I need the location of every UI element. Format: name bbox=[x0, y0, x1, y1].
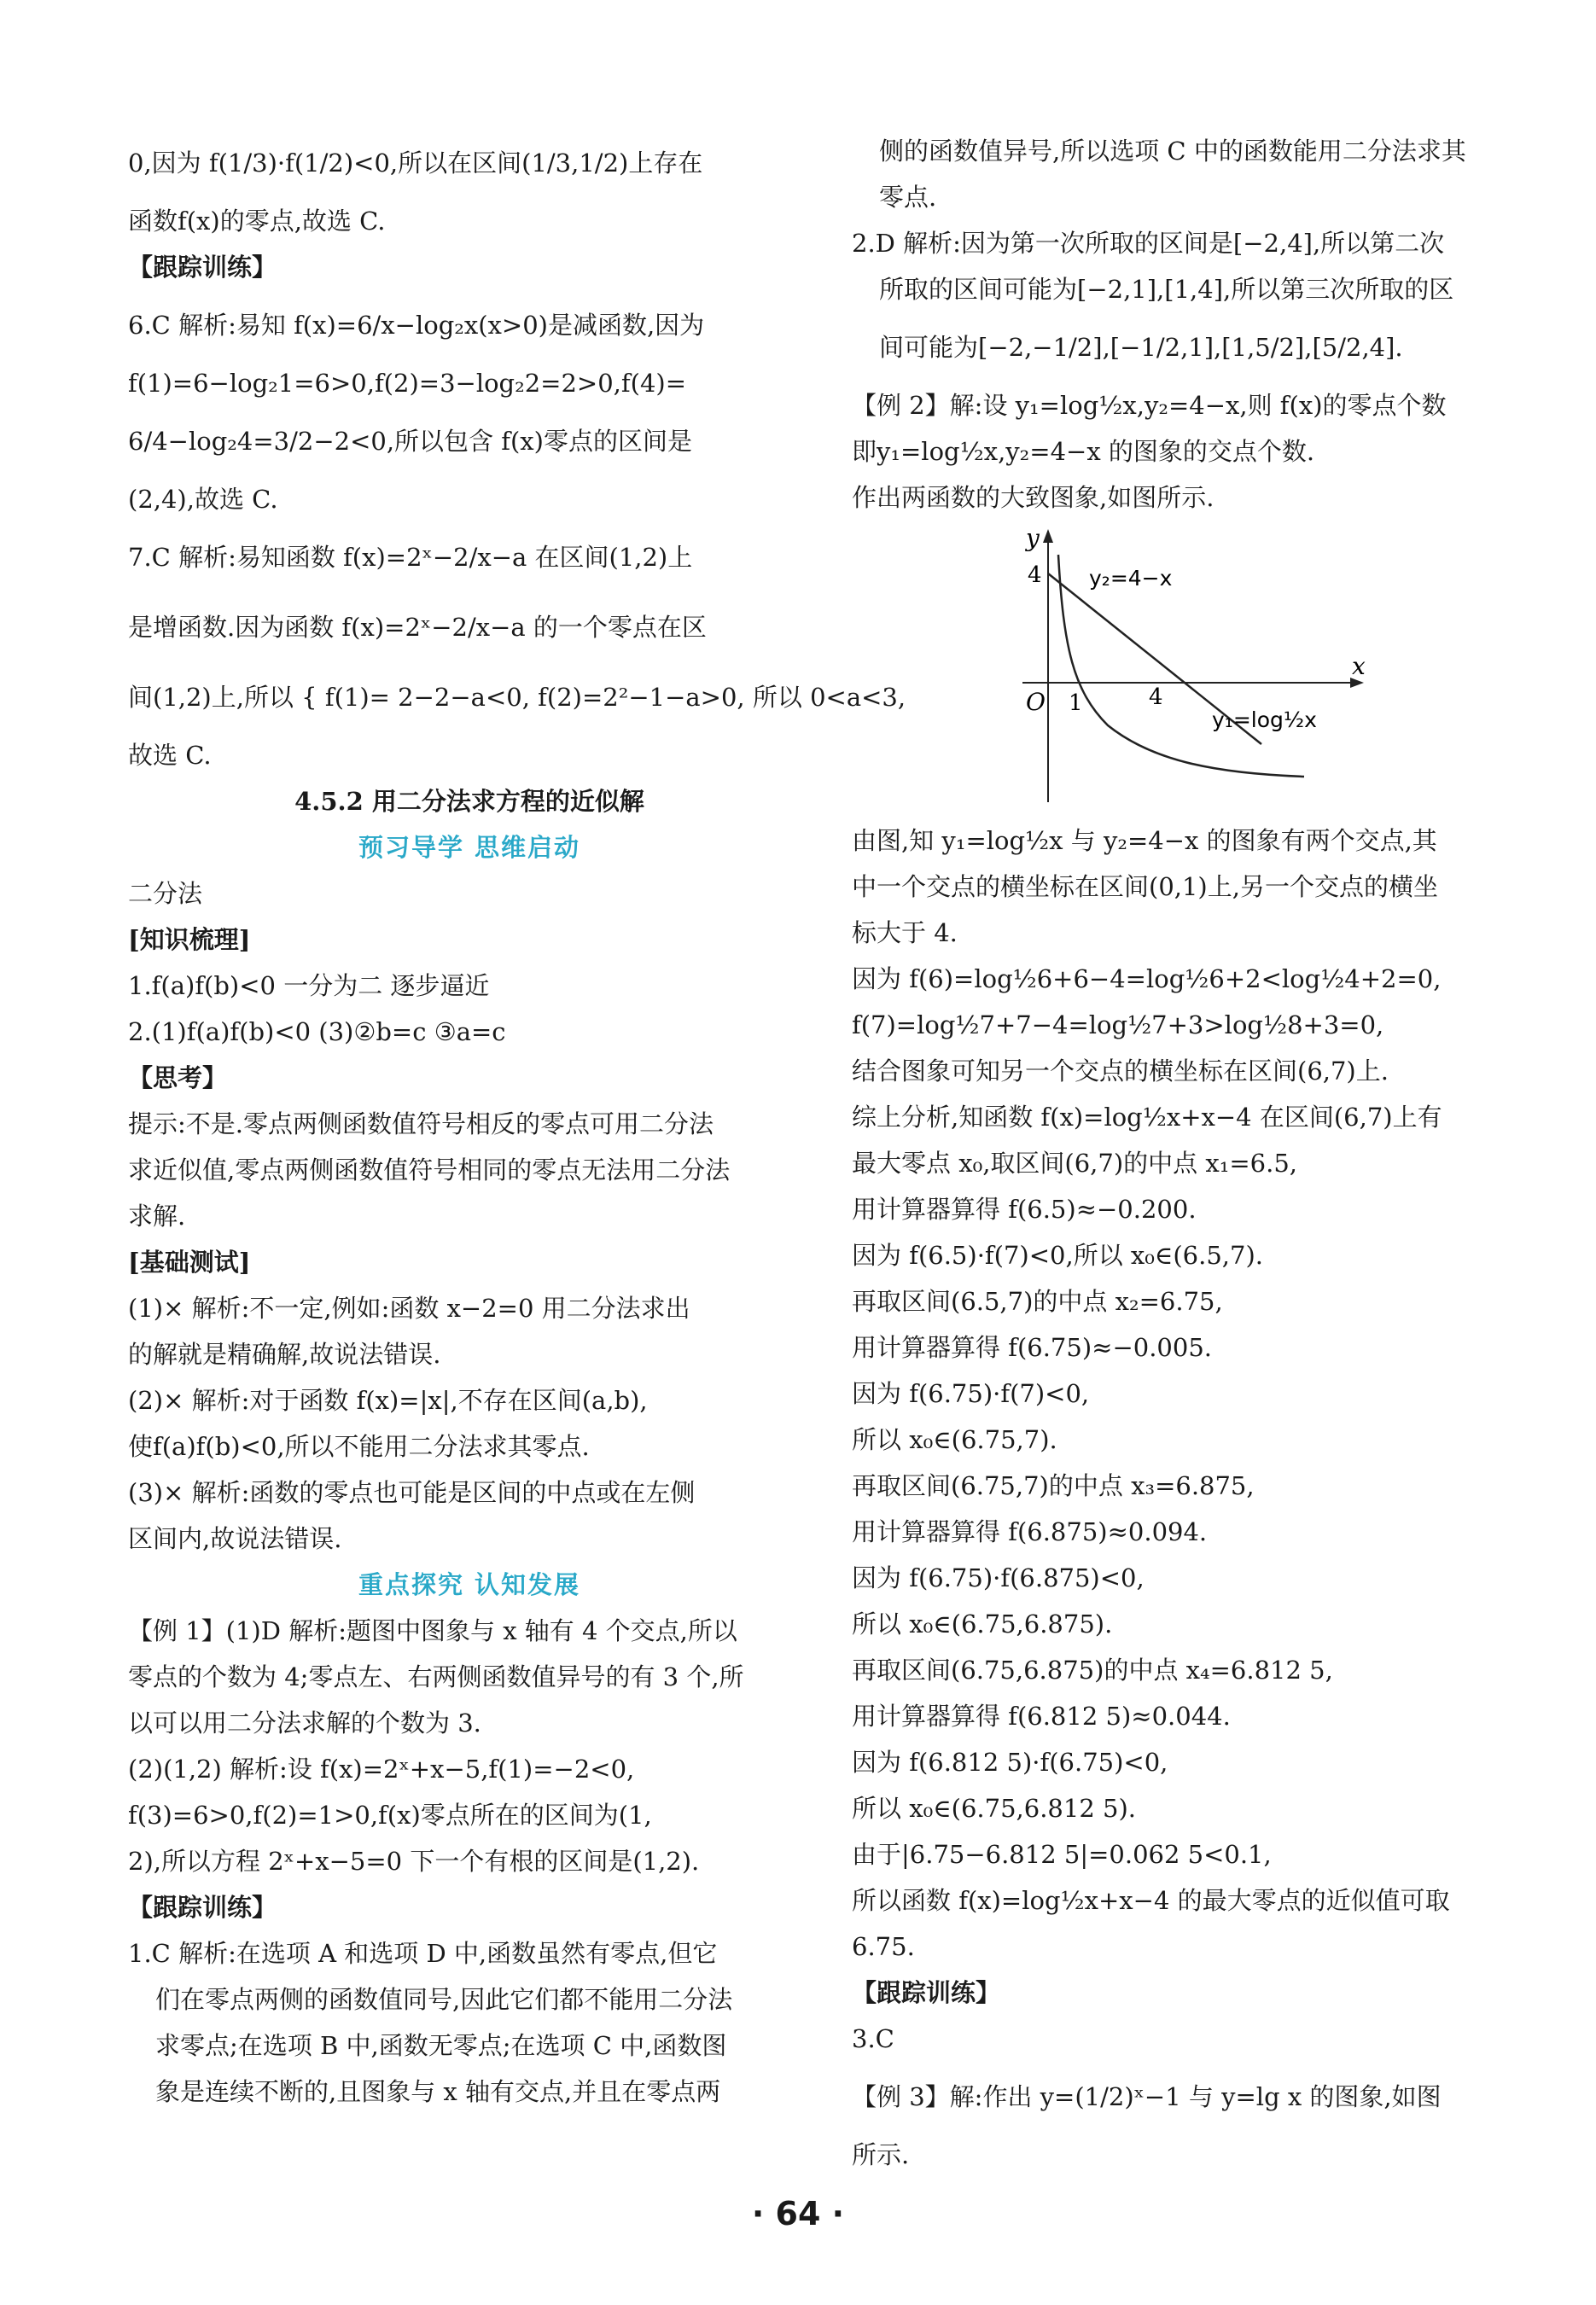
right-bottom-line: 由图,知 y₁=log½x 与 y₂=4−x 的图象有两个交点,其 bbox=[852, 826, 1437, 855]
left-line: 6.C 解析:易知 f(x)=6/x−log₂x(x>0)是减函数,因为 bbox=[128, 311, 705, 340]
right-bottom-line: 最大零点 x₀,取区间(6,7)的中点 x₁=6.5, bbox=[852, 1149, 1298, 1178]
left-line: 2),所以方程 2ˣ+x−5=0 下一个有根的区间是(1,2). bbox=[128, 1847, 700, 1876]
label-y2-eq: y₂=4−x bbox=[1089, 566, 1173, 591]
right-bottom-line: 用计算器算得 f(6.875)≈0.094. bbox=[852, 1517, 1208, 1546]
left-line: [知识梳理] bbox=[128, 925, 251, 954]
left-line: 重点探究 认知发展 bbox=[358, 1570, 581, 1599]
right-bottom-line: 【例 3】解:作出 y=(1/2)ˣ−1 与 y=lg x 的图象,如图 bbox=[852, 2082, 1442, 2111]
right-top-text bbox=[852, 128, 1535, 521]
right-bottom-line: 3.C bbox=[852, 2024, 894, 2053]
left-line: f(1)=6−log₂1=6>0,f(2)=3−log₂2=2>0,f(4)= bbox=[128, 369, 687, 398]
label-y1-eq: y₁=log½x bbox=[1212, 707, 1317, 732]
left-line: 6/4−log₂4=3/2−2<0,所以包含 f(x)零点的区间是 bbox=[128, 427, 692, 456]
left-line: [基础测试] bbox=[128, 1248, 251, 1277]
left-line: 0,因为 f(1/3)·f(1/2)<0,所以在区间(1/3,1/2)上存在 bbox=[128, 148, 703, 178]
left-line: (2)(1,2) 解析:设 f(x)=2ˣ+x−5,f(1)=−2<0, bbox=[128, 1755, 635, 1784]
right-bottom-line: 所示. bbox=[852, 2140, 910, 2169]
left-line: 零点的个数为 4;零点左、右两侧函数值异号的有 3 个,所 bbox=[128, 1662, 744, 1691]
left-line: 们在零点两侧的函数值同号,因此它们都不能用二分法 bbox=[155, 1985, 733, 2014]
left-line: 1.C 解析:在选项 A 和选项 D 中,函数虽然有零点,但它 bbox=[128, 1939, 718, 1968]
right-bottom-line: 标大于 4. bbox=[852, 918, 958, 947]
function-graph-figure bbox=[852, 521, 1535, 818]
left-line: (2,4),故选 C. bbox=[128, 485, 278, 514]
left-line: 求解. bbox=[128, 1202, 186, 1231]
right-bottom-line: 再取区间(6.75,7)的中点 x₃=6.875, bbox=[852, 1471, 1255, 1500]
right-top-line: 零点. bbox=[879, 183, 937, 212]
label-tick-4-y: 4 bbox=[1028, 562, 1042, 588]
right-bottom-line: 中一个交点的横坐标在区间(0,1)上,另一个交点的横坐 bbox=[852, 872, 1438, 901]
right-top-line: 【例 2】解:设 y₁=log½x,y₂=4−x,则 f(x)的零点个数 bbox=[852, 391, 1447, 420]
label-x: x bbox=[1352, 652, 1366, 680]
left-line: 求近似值,零点两侧函数值符号相同的零点无法用二分法 bbox=[128, 1155, 731, 1185]
left-line: 2.(1)f(a)f(b)<0 (3)②b=c ③a=c bbox=[128, 1017, 506, 1046]
left-line: 提示:不是.零点两侧函数值符号相反的零点可用二分法 bbox=[128, 1109, 714, 1138]
left-line: 7.C 解析:易知函数 f(x)=2ˣ−2/x−a 在区间(1,2)上 bbox=[128, 543, 693, 572]
right-bottom-line: 所以 x₀∈(6.75,7). bbox=[852, 1425, 1057, 1454]
right-bottom-line: 因为 f(6.75)·f(7)<0, bbox=[852, 1379, 1090, 1408]
right-bottom-line: f(7)=log½7+7−4=log½7+3>log½8+3=0, bbox=[852, 1010, 1384, 1039]
right-top-line: 即y₁=log½x,y₂=4−x 的图象的交点个数. bbox=[852, 437, 1315, 466]
right-bottom-line: 所以 x₀∈(6.75,6.875). bbox=[852, 1609, 1113, 1639]
right-bottom-line: 所以函数 f(x)=log½x+x−4 的最大零点的近似值可取 bbox=[852, 1886, 1450, 1915]
left-line: (1)× 解析:不一定,例如:函数 x−2=0 用二分法求出 bbox=[128, 1294, 690, 1323]
right-top-line: 间可能为[−2,−1/2],[−1/2,1],[1,5/2],[5/2,4]. bbox=[879, 333, 1403, 362]
left-line: 1.f(a)f(b)<0 一分为二 逐步逼近 bbox=[128, 971, 490, 1000]
right-top-line: 所取的区间可能为[−2,1],[1,4],所以第三次所取的区 bbox=[879, 275, 1454, 304]
right-bottom-line: 用计算器算得 f(6.5)≈−0.200. bbox=[852, 1195, 1197, 1224]
left-line: 【例 1】(1)D 解析:题图中图象与 x 轴有 4 个交点,所以 bbox=[128, 1616, 737, 1645]
right-bottom-line: 由于|6.75−6.812 5|=0.062 5<0.1, bbox=[852, 1840, 1272, 1869]
graph-svg bbox=[1014, 521, 1372, 811]
right-bottom-text bbox=[852, 818, 1535, 2178]
left-line: 【跟踪训练】 bbox=[128, 253, 277, 282]
label-tick-1: 1 bbox=[1069, 690, 1083, 716]
left-line: 函数f(x)的零点,故选 C. bbox=[128, 207, 386, 236]
right-bottom-line: 因为 f(6.75)·f(6.875)<0, bbox=[852, 1563, 1145, 1592]
left-line: 的解就是精确解,故说法错误. bbox=[128, 1340, 441, 1369]
label-origin: O bbox=[1026, 688, 1046, 716]
right-bottom-line: 结合图象可知另一个交点的横坐标在区间(6,7)上. bbox=[852, 1056, 1389, 1086]
left-line: 4.5.2 用二分法求方程的近似解 bbox=[294, 787, 644, 816]
left-line: 是增函数.因为函数 f(x)=2ˣ−2/x−a 的一个零点在区 bbox=[128, 613, 707, 642]
right-bottom-line: 再取区间(6.75,6.875)的中点 x₄=6.812 5, bbox=[852, 1656, 1333, 1685]
right-column bbox=[852, 128, 1535, 2178]
right-bottom-line: 因为 f(6.812 5)·f(6.75)<0, bbox=[852, 1748, 1168, 1777]
right-bottom-line: 所以 x₀∈(6.75,6.812 5). bbox=[852, 1794, 1136, 1823]
right-bottom-line: 因为 f(6)=log½6+6−4=log½6+2<log½4+2=0, bbox=[852, 964, 1442, 993]
left-line: 故选 C. bbox=[128, 741, 212, 770]
y-axis-arrow bbox=[1043, 529, 1053, 543]
label-y: y bbox=[1026, 524, 1040, 552]
right-bottom-line: 综上分析,知函数 f(x)=log½x+x−4 在区间(6,7)上有 bbox=[852, 1103, 1442, 1132]
left-line: 间(1,2)上,所以 { f(1)= 2−2−a<0, f(2)=2²−1−a>0, 所以 0<a<3, bbox=[128, 683, 906, 712]
right-top-line: 2.D 解析:因为第一次所取的区间是[−2,4],所以第二次 bbox=[852, 229, 1445, 258]
left-line: 求零点;在选项 B 中,函数无零点;在选项 C 中,函数图 bbox=[155, 2031, 727, 2060]
page-number: · 64 · bbox=[751, 2195, 845, 2232]
left-line: (3)× 解析:函数的零点也可能是区间的中点或在左侧 bbox=[128, 1478, 696, 1507]
label-tick-4-x: 4 bbox=[1149, 684, 1163, 710]
right-bottom-line: 用计算器算得 f(6.812 5)≈0.044. bbox=[852, 1702, 1231, 1731]
right-bottom-line: 【跟踪训练】 bbox=[852, 1978, 1001, 2007]
left-line: f(3)=6>0,f(2)=1>0,f(x)零点所在的区间为(1, bbox=[128, 1801, 652, 1830]
right-bottom-line: 再取区间(6.5,7)的中点 x₂=6.75, bbox=[852, 1287, 1223, 1316]
left-line: 区间内,故说法错误. bbox=[128, 1524, 342, 1553]
left-line: 【思考】 bbox=[128, 1063, 228, 1092]
right-top-line: 侧的函数值异号,所以选项 C 中的函数能用二分法求其 bbox=[879, 137, 1466, 166]
right-bottom-line: 因为 f(6.5)·f(7)<0,所以 x₀∈(6.5,7). bbox=[852, 1241, 1263, 1270]
left-line: 使f(a)f(b)<0,所以不能用二分法求其零点. bbox=[128, 1432, 590, 1461]
right-top-line: 作出两函数的大致图象,如图所示. bbox=[852, 483, 1214, 512]
right-bottom-line: 用计算器算得 f(6.75)≈−0.005. bbox=[852, 1333, 1212, 1362]
left-line: 象是连续不断的,且图象与 x 轴有交点,并且在零点两 bbox=[155, 2077, 721, 2106]
left-line: 以可以用二分法求解的个数为 3. bbox=[128, 1708, 481, 1737]
left-line: 预习导学 思维启动 bbox=[358, 833, 581, 862]
left-line: 二分法 bbox=[128, 879, 203, 908]
left-line: 【跟踪训练】 bbox=[128, 1893, 277, 1922]
left-line: (2)× 解析:对于函数 f(x)=|x|,不存在区间(a,b), bbox=[128, 1386, 648, 1415]
right-bottom-line: 6.75. bbox=[852, 1932, 915, 1961]
